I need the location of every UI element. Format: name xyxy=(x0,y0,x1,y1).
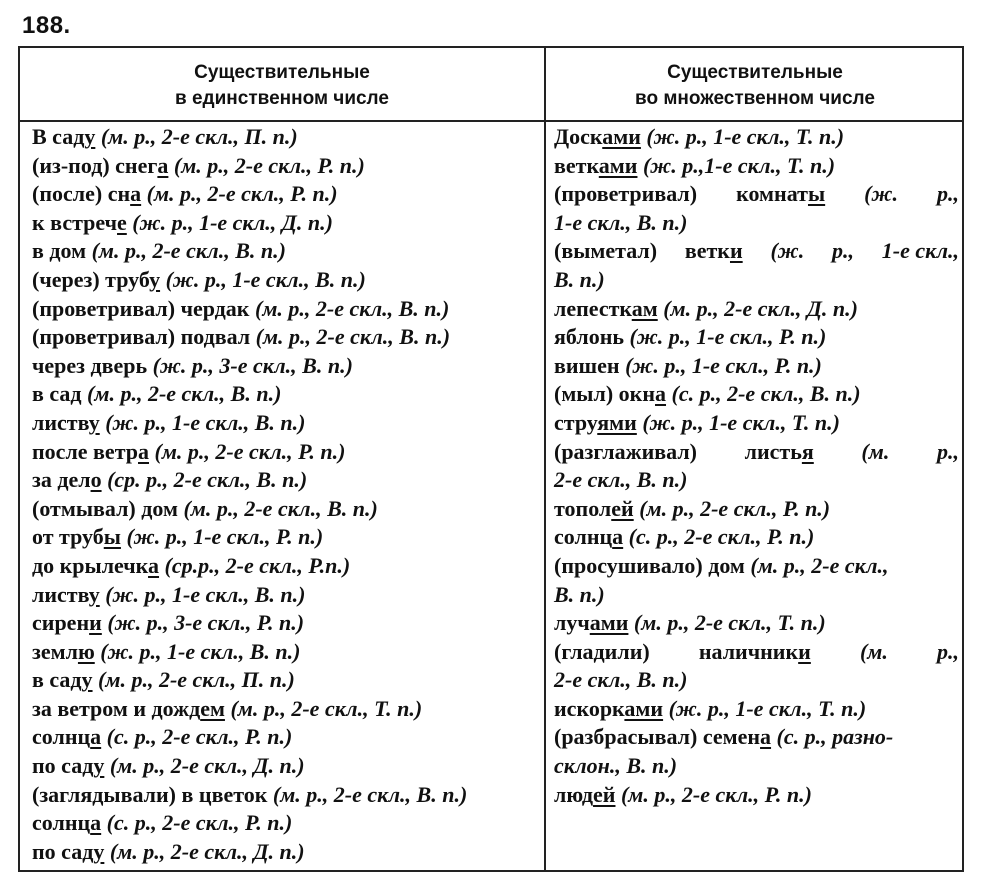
grammar-note: (м. р., 2-е скл., П. п.) xyxy=(100,124,298,149)
grammar-note: (ж. р., 1-е скл., Т. п.) xyxy=(668,695,867,721)
grammar-note: (м. р., 2-е скл., В. п.) xyxy=(272,781,468,807)
plural-row xyxy=(554,180,959,209)
noun-word: в саду xyxy=(32,667,93,693)
noun-word: листву xyxy=(32,409,100,435)
singular-row xyxy=(32,695,537,724)
noun-word: людей xyxy=(554,781,616,807)
noun-word: в сад xyxy=(32,381,82,407)
grammar-note: В. п.) xyxy=(554,581,605,607)
singular-row xyxy=(32,609,537,638)
noun-word: струями xyxy=(554,409,637,435)
noun-word: солнца xyxy=(554,524,624,550)
grammar-note: (м. р., 2-е скл., Р. п.) xyxy=(620,781,812,807)
grammar-note: (ж. р., 1-е скл., Р. п.) xyxy=(625,352,822,378)
grammar-note: (ж. xyxy=(770,238,805,264)
singular-nouns-column xyxy=(32,123,537,866)
noun-word: искорками xyxy=(554,695,664,721)
noun-word: лучами xyxy=(554,610,629,636)
grammar-note: 1-е скл., xyxy=(881,238,959,264)
noun-word: от трубы xyxy=(32,524,121,550)
grammar-note: 2-е скл., В. п.) xyxy=(554,467,688,493)
plural-row xyxy=(554,352,959,381)
noun-word: Досками xyxy=(554,124,641,149)
plural-row xyxy=(554,609,959,638)
noun-word: после ветра xyxy=(32,438,150,464)
plural-row xyxy=(554,409,959,438)
grammar-note: (с. р., 2-е скл., Р. п.) xyxy=(106,810,293,836)
grammar-note: (ж. р., 1-е скл., Р. п.) xyxy=(126,524,324,550)
noun-word: (выметал) xyxy=(554,238,658,264)
grammar-note: (ж. р., 3-е скл., Р. п.) xyxy=(107,610,305,636)
grammar-note: (м. р., 2-е скл., Т. п.) xyxy=(230,695,423,721)
grammar-note: (с. р., 2-е скл., Р. п.) xyxy=(106,724,293,750)
right-header-line-2: во множественном числе xyxy=(635,88,875,109)
noun-word: (проветривал) подвал xyxy=(32,324,251,350)
left-header-line-2: в единственном числе xyxy=(175,88,389,109)
plural-row xyxy=(554,638,959,667)
plural-row xyxy=(554,295,959,324)
grammar-note: р., xyxy=(936,181,959,207)
noun-word: за дело xyxy=(32,467,102,493)
singular-row xyxy=(32,323,537,352)
right-column-header xyxy=(546,60,964,112)
noun-word: за ветром и дождем xyxy=(32,695,225,721)
plural-row xyxy=(554,152,959,181)
noun-word: через дверь xyxy=(32,352,148,378)
plural-row xyxy=(554,581,959,610)
noun-word: солнца xyxy=(32,724,102,750)
grammar-note: (ж. р., 1-е скл., В. п.) xyxy=(105,581,306,607)
right-header-line-1: Существительные xyxy=(667,62,843,83)
plural-row xyxy=(554,266,959,295)
grammar-note: 1-е скл., В. п.) xyxy=(554,209,688,235)
noun-word: В саду xyxy=(32,124,96,149)
plural-row xyxy=(554,666,959,695)
plural-row xyxy=(554,552,959,581)
grammar-note: (ср. р., 2-е скл., В. п.) xyxy=(107,467,308,493)
noun-word: до крылечка xyxy=(32,552,160,578)
grammar-note: (ж. р., 1-е скл., Т. п.) xyxy=(642,409,840,435)
singular-row xyxy=(32,495,537,524)
grammar-note: (м. р., 2-е скл., Р. п.) xyxy=(146,181,338,207)
singular-row xyxy=(32,380,537,409)
singular-row xyxy=(32,581,537,610)
header-divider xyxy=(20,120,962,122)
singular-row xyxy=(32,409,537,438)
grammar-note: склон., В. п.) xyxy=(554,753,678,779)
plural-row xyxy=(554,323,959,352)
plural-row xyxy=(554,466,959,495)
singular-row xyxy=(32,552,537,581)
noun-word: листья xyxy=(744,438,814,464)
plural-row xyxy=(554,781,959,810)
noun-word: яблонь xyxy=(554,324,625,350)
noun-word: лепесткам xyxy=(554,295,658,321)
grammar-note: (ж. р., 1-е скл., Д. п.) xyxy=(132,209,333,235)
noun-word: в дом xyxy=(32,238,87,264)
noun-word: (разглаживал) xyxy=(554,438,697,464)
noun-word: по саду xyxy=(32,838,105,864)
grammar-note: (ж. р., 1-е скл., Р. п.) xyxy=(629,324,827,350)
noun-word: (через) трубу xyxy=(32,266,161,292)
grammar-note: (м. р., 2-е скл., Д. п.) xyxy=(663,295,858,321)
grammar-note: р., xyxy=(937,638,959,664)
left-column-header xyxy=(20,60,544,112)
singular-row xyxy=(32,723,537,752)
grammar-note: (ж. xyxy=(864,181,898,207)
noun-word: листву xyxy=(32,581,100,607)
singular-row xyxy=(32,152,537,181)
noun-word: (проветривал) xyxy=(554,181,698,207)
noun-word: (гладили) xyxy=(554,638,650,664)
noun-word: (просушивало) дом xyxy=(554,552,745,578)
grammar-note: (м. р., 2-е скл., В. п.) xyxy=(183,495,378,521)
noun-word: тополей xyxy=(554,495,634,521)
grammar-note: (с. р., разно- xyxy=(776,724,894,750)
noun-word: (проветривал) чердак xyxy=(32,295,250,321)
grammar-note: (м. xyxy=(859,638,888,664)
noun-word: (после) сна xyxy=(32,181,142,207)
grammar-note: (м. р., 2-е скл., Д. п.) xyxy=(109,753,305,779)
noun-word: (разбрасывал) семена xyxy=(554,724,772,750)
grammar-note: 2-е скл., В. п.) xyxy=(554,667,688,693)
noun-table xyxy=(18,46,964,872)
noun-word: землю xyxy=(32,638,95,664)
singular-row xyxy=(32,209,537,238)
grammar-note: (с. р., 2-е скл., В. п.) xyxy=(671,381,861,407)
grammar-note: р., xyxy=(831,238,854,264)
plural-row xyxy=(554,380,959,409)
singular-row xyxy=(32,466,537,495)
singular-row xyxy=(32,666,537,695)
grammar-note: (м. р., 2-е скл., Р. п.) xyxy=(173,152,365,178)
grammar-note: (м. р., 2-е скл., Д. п.) xyxy=(109,838,305,864)
plural-row xyxy=(554,438,959,467)
grammar-note: (м. р., 2-е скл., Р. п.) xyxy=(639,495,831,521)
noun-word: (из-под) снега xyxy=(32,152,169,178)
plural-row xyxy=(554,723,959,752)
grammar-note: (м. р., 2-е скл., Т. п.) xyxy=(633,610,826,636)
grammar-note: (м. р., 2-е скл., В. п.) xyxy=(87,381,282,407)
singular-row xyxy=(32,809,537,838)
plural-nouns-column xyxy=(554,123,959,809)
noun-word: (заглядывали) в цветок xyxy=(32,781,268,807)
singular-row xyxy=(32,123,537,152)
grammar-note: В. п.) xyxy=(554,266,605,292)
grammar-note: (ж. р., 1-е скл., В. п.) xyxy=(105,409,306,435)
grammar-note: (ж. р., 1-е скл., В. п.) xyxy=(165,266,366,292)
noun-word: наличники xyxy=(698,638,811,664)
grammar-note: (ж. р., 1-е скл., Т. п.) xyxy=(646,124,845,149)
exercise-number: 188. xyxy=(22,12,71,39)
column-divider xyxy=(544,48,546,870)
noun-word: ветками xyxy=(554,152,638,178)
noun-word: солнца xyxy=(32,810,102,836)
singular-row xyxy=(32,438,537,467)
noun-word: к встрече xyxy=(32,209,127,235)
grammar-note: (м. р., 2-е скл., В. п.) xyxy=(91,238,286,264)
singular-row xyxy=(32,352,537,381)
singular-row xyxy=(32,295,537,324)
plural-row xyxy=(554,495,959,524)
plural-row xyxy=(554,123,959,152)
singular-row xyxy=(32,523,537,552)
singular-row xyxy=(32,781,537,810)
plural-row xyxy=(554,695,959,724)
grammar-note: (м. р., 2-е скл., П. п.) xyxy=(98,667,295,693)
plural-row xyxy=(554,209,959,238)
singular-row xyxy=(32,838,537,867)
plural-row xyxy=(554,523,959,552)
grammar-note: (с. р., 2-е скл., Р. п.) xyxy=(628,524,815,550)
noun-word: комнаты xyxy=(736,181,826,207)
noun-word: (отмывал) дом xyxy=(32,495,178,521)
grammar-note: (м. р., 2-е скл., В. п.) xyxy=(255,324,451,350)
grammar-note: (м. xyxy=(861,438,890,464)
singular-row xyxy=(32,266,537,295)
grammar-note: (ж. р., 3-е скл., В. п.) xyxy=(152,352,353,378)
noun-word: по саду xyxy=(32,753,105,779)
noun-word: (мыл) окна xyxy=(554,381,667,407)
noun-word: вишен xyxy=(554,352,620,378)
plural-row xyxy=(554,237,959,266)
singular-row xyxy=(32,638,537,667)
grammar-note: (ж. р., 1-е скл., В. п.) xyxy=(100,638,301,664)
singular-row xyxy=(32,752,537,781)
left-header-line-1: Существительные xyxy=(194,62,370,83)
noun-word: ветки xyxy=(684,238,743,264)
grammar-note: (м. р., 2-е скл., xyxy=(750,552,889,578)
grammar-note: (м. р., 2-е скл., Р. п.) xyxy=(154,438,346,464)
grammar-note: (ср.р., 2-е скл., Р.п.) xyxy=(164,552,351,578)
noun-word: сирени xyxy=(32,610,102,636)
grammar-note: (ж. р.,1-е скл., Т. п.) xyxy=(642,152,836,178)
singular-row xyxy=(32,237,537,266)
grammar-note: (м. р., 2-е скл., В. п.) xyxy=(255,295,450,321)
grammar-note: р., xyxy=(936,438,959,464)
plural-row xyxy=(554,752,959,781)
singular-row xyxy=(32,180,537,209)
